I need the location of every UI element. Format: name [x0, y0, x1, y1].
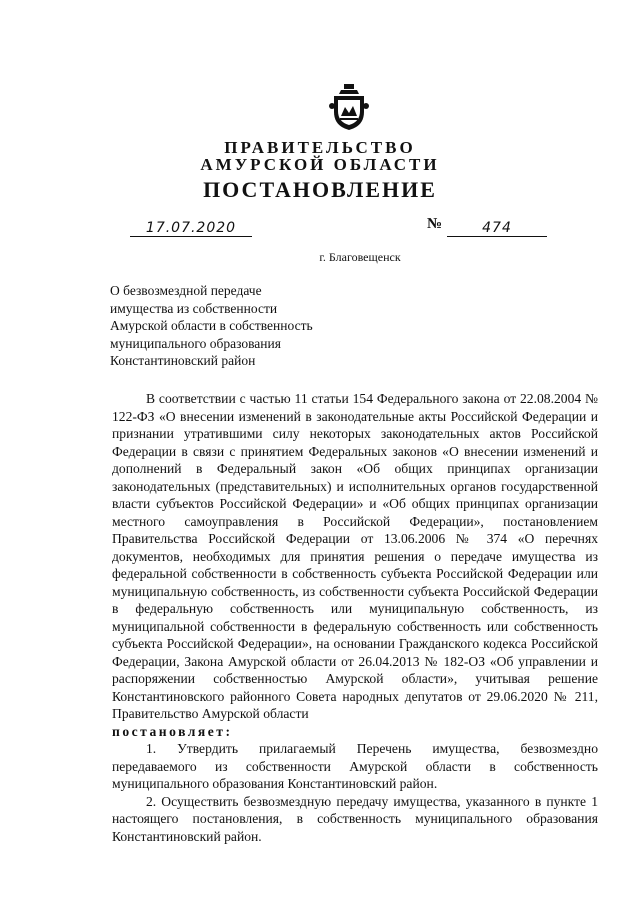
- document-type-title: ПОСТАНОВЛЕНИЕ: [203, 177, 437, 202]
- subject-line: О безвозмездной передаче: [110, 283, 262, 298]
- coat-of-arms-icon: [324, 82, 374, 132]
- decision-item-1: 1. Утвердить прилагаемый Перечень имущества, безвозмездно передаваемого из собственности Амурской области в собственность муниципального образования Константиновский район.: [112, 741, 598, 791]
- document-body: [112, 390, 598, 845]
- decision-item-2: 2. Осуществить безвозмездную передачу имущества, указанного в пункте 1 настоящего постановления, в собственность муниципального образования Константиновский район.: [112, 793, 598, 844]
- document-subject: [110, 282, 370, 370]
- subject-line: Амурской области в собственность: [110, 318, 313, 333]
- subject-line: муниципального образования: [110, 335, 281, 351]
- document-date: 17.07.2020: [130, 220, 252, 237]
- decree-word: постановляет:: [112, 723, 233, 739]
- number-label: №: [427, 216, 443, 232]
- government-name-line2: АМУРСКОЙ ОБЛАСТИ: [200, 155, 440, 174]
- subject-line: имущества из собственности: [110, 300, 278, 316]
- document-number: 474: [447, 220, 547, 237]
- city-name: г. Благовещенск: [319, 250, 401, 264]
- government-name-line1: ПРАВИТЕЛЬСТВО: [224, 138, 416, 157]
- preamble-paragraph: В соответствии с частью 11 статьи 154 Федерального закона от 22.08.2004 № 122-ФЗ «О внесении изменений в законодательные акты Российской Федерации и признании утратившими силу некоторых законодательных актов Российской Федерации в связи с принятием Федеральных законов «О внесении изменений и дополнений в Федеральный закон «Об общих принципах организации законодательных (представительных) и исполнительных органов государственной власти субъектов Российской Федерации» и «Об общих принципах организации местного самоуправления в Российской Федерации», постановлением Правительства Российской Федерации от 13.06.2006 № 374 «О перечнях документов, необходимых для принятия решения о передаче имущества из федеральной собственности в собственность субъекта Российской Федерации или муниципальную собственность, из собственности субъекта Российской Федерации в федеральную собственность или муниципальную собственность, из муниципальной собственности в федеральную собственность или собственность субъекта Российской Федерации», на основании Гражданского кодекса Российской Федерации, Закона Амурской области от 26.04.2013 № 182-ОЗ «Об управлении и распоряжении собственностью Амурской области», учитывая решение Константиновского районного Совета народных депутатов от 29.06.2020 № 211, Правительство Амурской области: [112, 391, 598, 721]
- subject-line: Константиновский район: [110, 353, 256, 368]
